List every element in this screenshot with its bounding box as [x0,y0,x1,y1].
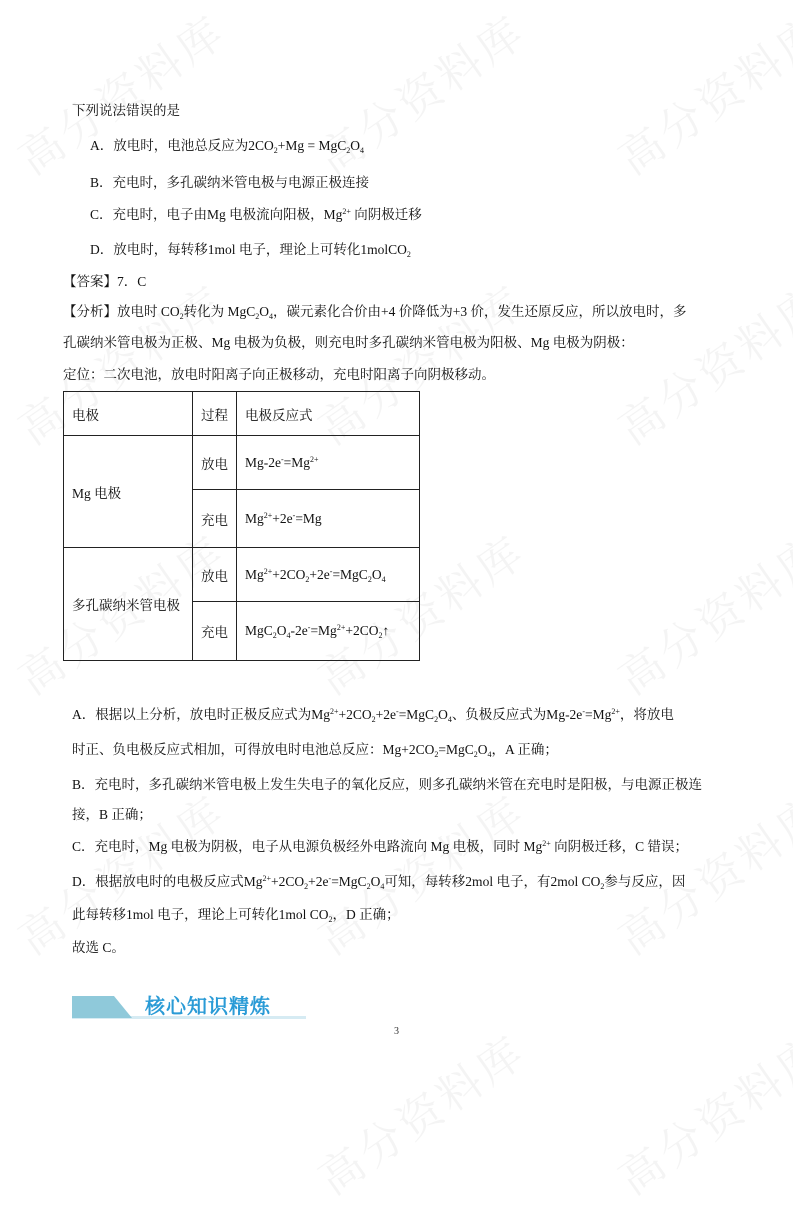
text-run: =MgC [331,874,367,889]
superscript: 2+ [262,874,272,883]
subscript: 2 [367,574,372,584]
text-run: =MgC [332,566,368,582]
superscript: - [292,510,296,520]
text-run: =Mg [283,454,311,470]
text-run: O [477,742,488,757]
text-run: 下列说法错误的是 [72,103,180,118]
text-run: O [350,138,361,153]
text-run: O [370,874,381,889]
subscript: 4 [447,715,452,724]
superscript: - [281,454,284,464]
process: 放电 [193,436,237,490]
text-run: 接，B 正确； [72,807,152,822]
text-run: 定位：二次电池，放电时阳离子向正极移动，充电时阳离子向阴极移动。 [63,367,495,382]
option-a [90,137,364,155]
text-run: +2CO [345,623,379,638]
text-run: Mg [245,510,264,526]
subscript: 4 [360,146,365,155]
text-run: 【分析】放电时 CO [63,304,180,319]
heading-bar-decoration [72,996,132,1018]
text-run: A．根据以上分析，放电时正极反应式为Mg [72,707,331,722]
text-run: +2CO [272,566,306,582]
subscript: 2 [378,631,383,640]
text-run: =Mg [295,510,322,526]
watermark [603,267,793,457]
process: 充电 [193,602,237,661]
subscript: 4 [286,631,291,640]
text-run: B．充电时，多孔碳纳米管电极与电源正极连接 [90,175,370,190]
explanation-line [72,873,685,891]
text-run: 时正、负电极反应式相加，可得放电时电池总反应：Mg+2CO [72,742,435,757]
analysis-line-1 [63,303,687,321]
superscript: - [307,623,311,632]
equation [237,548,420,602]
text-run: =MgC [438,742,474,757]
superscript: 2+ [330,707,339,716]
explanation-line [72,776,702,794]
watermark [603,1017,793,1207]
superscript: 2+ [310,454,319,464]
text-run: 向阴极迁移 [350,207,422,222]
option-c [90,206,422,224]
subscript: 4 [269,312,274,321]
text-run: B．充电时，多孔碳纳米管电极上发生失电子的氧化反应，则多孔碳纳米管在充电时是阳极，与电源正极连 [72,777,703,792]
option-d [90,241,411,259]
superscript: 2+ [542,839,551,848]
subscript: 2 [434,750,439,759]
text-run: MgC [245,623,273,638]
text-run: 参与反应，因 [604,874,686,889]
subscript: 2 [273,146,278,155]
text-run: C．充电时，Mg 电极为阴极，电子从电源负极经外电路流向 Mg 电极，同时 Mg [72,839,543,854]
text-run: ↑ [382,623,390,638]
text-run: 孔碳纳米管电极为正极、Mg 电极为负极，则充电时多孔碳纳米管电极为阳极、Mg 电极为阴极： [63,335,634,350]
text-run: O [371,566,382,582]
text-run: 、负极反应式为Mg-2e [451,707,583,722]
text-run: +2e [308,874,329,889]
text-run: 可知，每转移2mol 电子，有2mol CO [384,874,601,889]
superscript: - [328,874,332,883]
superscript: 2+ [263,510,273,520]
subscript: 4 [381,574,386,584]
table-header-row [64,392,420,436]
subscript: 2 [346,146,351,155]
text-run: +2e [375,707,397,722]
equation [237,602,420,661]
subscript: 2 [473,750,478,759]
watermark [303,0,536,187]
electrode-reaction-table [63,391,420,661]
subscript: 2 [371,715,376,724]
page-number: 3 [394,1026,399,1037]
text-run: O [276,623,287,638]
subscript: 2 [600,882,605,891]
question-stem [72,102,180,120]
text-run: +2CO [271,874,305,889]
text-run: 向阴极迁移，C 错误； [550,839,689,854]
subscript: 2 [434,715,439,724]
text-run: =Mg [310,623,337,638]
text-run: ，将放电 [619,707,674,722]
text-run: ，A 正确； [491,742,558,757]
subscript: 4 [487,750,492,759]
superscript: 2+ [342,207,351,216]
explanation-line [72,906,400,924]
explanation-line [72,939,125,957]
text-run: +Mg = MgC [277,138,347,153]
option-b [90,174,369,192]
process: 放电 [193,548,237,602]
analysis-line-3 [63,366,495,384]
watermark [3,0,236,187]
section-heading: 核心知识精炼 [145,994,271,1018]
text-run: D．根据放电时的电极反应式Mg [72,874,263,889]
text-run: +2CO [338,707,372,722]
explanation-line [72,706,674,724]
superscript: 2+ [336,623,346,632]
text-run: Mg-2e [245,454,281,470]
text-run: 转化为 MgC [183,304,256,319]
subscript: 2 [305,574,310,584]
explanation-line [72,838,688,856]
subscript: 2 [304,882,309,891]
electrode-mg: Mg 电极 [64,436,193,548]
watermark [303,777,536,967]
equation [237,436,420,490]
superscript: - [582,707,585,716]
subscript: 2 [328,915,333,924]
text-run: =Mg [584,707,612,722]
text-run: ，D 正确； [332,907,400,922]
text-run: Mg [245,566,264,582]
text-run: ，碳元素化合价由+4 价降低为+3 价，发生还原反应，所以放电时，多 [273,304,687,319]
superscript: - [396,707,399,716]
text-run: O [259,304,270,319]
text-run: O [438,707,448,722]
text-run: D．放电时，每转移1mol 电子，理论上可转化1molCO [90,242,407,257]
text-run: +2e [309,566,330,582]
watermark [603,517,793,707]
process: 充电 [193,490,237,548]
subscript: 2 [255,312,260,321]
analysis-line-2 [63,334,634,352]
subscript: 2 [406,250,411,259]
header-equation: 电极反应式 [237,392,420,436]
text-run: +2e [272,510,293,526]
text-run: 此每转移1mol 电子，理论上可转化1mol CO [72,907,329,922]
superscript: - [329,566,333,576]
explanation-line [72,741,558,759]
header-electrode: 电极 [64,392,193,436]
subscript: 4 [380,882,385,891]
explanation-line [72,806,152,824]
watermark [303,1017,536,1207]
answer [63,273,146,291]
text-run: 故选 C。 [72,940,125,955]
header-process: 过程 [193,392,237,436]
electrode-carbon-nanotube: 多孔碳纳米管电极 [64,548,193,661]
watermark [603,777,793,967]
subscript: 2 [179,312,184,321]
text-run: =MgC [398,707,435,722]
superscript: 2+ [611,707,620,716]
table-row [64,548,420,602]
text-run: 【答案】7．C [63,274,147,289]
watermark [603,0,793,187]
equation [237,490,420,548]
text-run: A．放电时，电池总反应为2CO [90,138,274,153]
text-run: C．充电时，电子由Mg 电极流向阳极，Mg [90,207,343,222]
subscript: 2 [272,631,277,640]
table-row [64,436,420,490]
superscript: 2+ [263,566,273,576]
text-run: -2e [290,623,308,638]
subscript: 2 [366,882,371,891]
